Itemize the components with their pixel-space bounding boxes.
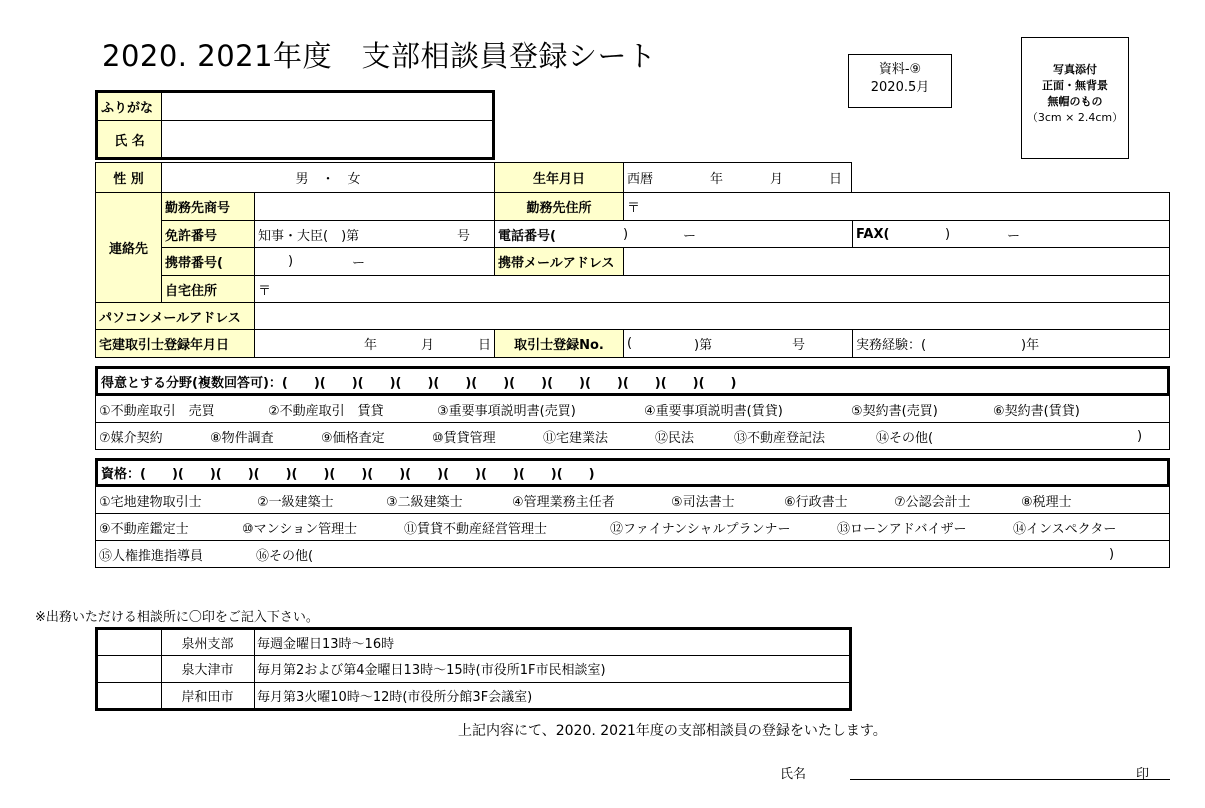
expertise-item[interactable]: ⑪宅建業法	[543, 430, 609, 446]
qualifications-row-1	[95, 486, 1170, 514]
contact-label: 連絡先	[95, 192, 162, 303]
mobile-paren: )	[288, 254, 294, 269]
qualifications-row-3	[95, 540, 1170, 568]
birth-year-unit: 年	[710, 172, 724, 187]
pc-email-label: パソコンメールアドレス	[95, 302, 255, 330]
reg-month-unit: 月	[421, 338, 435, 353]
expertise-item[interactable]: ⑩賃貸管理	[432, 430, 496, 446]
reference-label: 資料-⑨	[878, 62, 922, 77]
qualification-item[interactable]: ⑧税理士	[1021, 494, 1072, 510]
expertise-header-text: 得意とする分野(複数回答可)：( )( )( )( )( )( )( )( )( )( )( )( )	[101, 375, 737, 391]
fax-label: FAX(	[856, 226, 890, 242]
gender-label: 性 別	[95, 162, 162, 193]
company-name-label: 勤務先商号	[161, 192, 255, 221]
expertise-item[interactable]: ⑤契約書(売買)	[851, 403, 938, 419]
name-field[interactable]	[161, 120, 495, 160]
expertise-row-2	[95, 422, 1170, 450]
license-number-field[interactable]	[254, 220, 495, 248]
reg-no-field[interactable]	[623, 329, 853, 358]
office-name: 泉大津市	[161, 655, 255, 683]
office-mark-field[interactable]	[97, 655, 162, 683]
fax-field[interactable]	[852, 220, 1170, 248]
expertise-row-1	[95, 395, 1170, 423]
qualification-item[interactable]: ⑥行政書士	[784, 494, 848, 510]
expertise-item[interactable]: ②不動産取引 賃貸	[268, 403, 384, 419]
qualification-other-close: )	[1109, 546, 1115, 562]
office-mark-field[interactable]	[97, 629, 162, 656]
seal-label: 印	[1136, 767, 1150, 782]
phone-field[interactable]	[494, 220, 853, 248]
expertise-item[interactable]: ⑫民法	[655, 430, 695, 446]
qualification-item[interactable]: ⑪賃貸不動産経営管理士	[404, 521, 548, 537]
qualification-item[interactable]: ⑮人権推進指導員	[99, 548, 204, 564]
qualification-item[interactable]: ⑬ローンアドバイザー	[837, 521, 967, 537]
office-name: 泉州支部	[161, 629, 255, 656]
qualification-item[interactable]: ⑩マンション管理士	[242, 521, 358, 537]
reference-box	[848, 54, 952, 108]
qualification-item[interactable]: ⑤司法書士	[671, 494, 735, 510]
fax-paren: )	[945, 226, 951, 242]
qualification-item[interactable]: ⑦公認会計士	[894, 494, 971, 510]
expertise-item-other[interactable]: ⑭その他(	[876, 430, 934, 446]
birthdate-label: 生年月日	[494, 162, 624, 193]
reg-year-unit: 年	[364, 338, 378, 353]
qualifications-header[interactable]	[95, 458, 1170, 487]
signature-label: 氏名	[780, 767, 807, 782]
company-address-field[interactable]: 〒	[623, 192, 1170, 221]
mobile-field[interactable]	[254, 247, 495, 276]
office-note: ※出務いただける相談所に〇印をご記入下さい。	[35, 610, 319, 625]
reg-no-dai: )第	[694, 338, 713, 353]
license-value: 知事・大臣( )第	[258, 228, 360, 244]
qualification-item[interactable]: ④管理業務主任者	[512, 494, 615, 510]
birth-era: 西暦	[627, 172, 654, 187]
phone-dash: ー	[683, 228, 697, 244]
reg-date-label: 宅建取引士登録年月日	[95, 329, 255, 358]
reg-no-paren: (	[627, 336, 633, 351]
office-schedule: 毎週金曜日13時～16時	[254, 629, 849, 656]
reg-day-unit: 日	[478, 338, 492, 353]
expertise-item[interactable]: ⑧物件調査	[210, 430, 274, 446]
furigana-field[interactable]	[161, 90, 495, 121]
photo-note-1: 写真添付	[1053, 63, 1097, 76]
phone-label: 電話番号(	[498, 228, 556, 244]
mobile-email-label: 携帯メールアドレス	[494, 247, 624, 276]
phone-paren: )	[623, 226, 629, 242]
photo-box[interactable]	[1021, 37, 1129, 159]
photo-note-2: 正面・無背景	[1042, 79, 1108, 92]
signature-line[interactable]	[850, 779, 1170, 780]
reg-date-field[interactable]	[254, 329, 495, 358]
qualifications-row-2	[95, 513, 1170, 541]
qualification-item[interactable]: ③二級建築士	[386, 494, 463, 510]
expertise-item[interactable]: ①不動産取引 売買	[99, 403, 215, 419]
birth-month-unit: 月	[770, 172, 784, 187]
photo-size: （3cm × 2.4cm）	[1026, 111, 1124, 124]
home-address-field[interactable]: 〒	[254, 275, 1170, 303]
experience-label: 実務経験：(	[856, 338, 927, 353]
reg-no-label: 取引士登録No.	[494, 329, 624, 358]
experience-field[interactable]	[852, 329, 1170, 358]
company-name-field[interactable]	[254, 192, 495, 221]
office-schedule: 毎月第3火曜10時～12時(市役所分館3F会議室)	[257, 689, 533, 705]
qualification-item[interactable]: ⑭インスペクター	[1013, 521, 1117, 537]
qualification-item[interactable]: ⑨不動産鑑定士	[99, 521, 189, 537]
confirmation-text: 上記内容にて、2020. 2021年度の支部相談員の登録をいたします。	[458, 723, 887, 739]
expertise-item[interactable]: ⑬不動産登記法	[734, 430, 826, 446]
license-number-label: 免許番号	[161, 220, 255, 248]
pc-email-field[interactable]	[254, 302, 1170, 330]
expertise-item[interactable]: ⑨価格査定	[321, 430, 385, 446]
birthdate-field[interactable]	[623, 162, 852, 193]
fax-dash: ー	[1007, 228, 1021, 244]
mobile-label-text: 携帯番号(	[165, 256, 223, 271]
company-address-label: 勤務先住所	[494, 192, 624, 221]
mobile-label	[161, 247, 255, 276]
furigana-label: ふりがな	[95, 90, 162, 121]
office-mark-field[interactable]	[97, 682, 162, 708]
qualifications-header-text: 資格：( )( )( )( )( )( )( )( )( )( )( )( )	[101, 467, 595, 482]
experience-year: )年	[1021, 338, 1040, 353]
license-go: 号	[457, 228, 471, 244]
qualification-item-other[interactable]: ⑯その他(	[256, 548, 314, 564]
expertise-item[interactable]: ⑦媒介契約	[99, 430, 163, 446]
mobile-email-field[interactable]	[623, 247, 1170, 276]
gender-field[interactable]: 男 ・ 女	[161, 162, 495, 193]
reg-no-go: 号	[792, 338, 806, 353]
expertise-item[interactable]: ④重要事項説明書(賃貸)	[644, 403, 783, 419]
reference-date: 2020.5月	[870, 80, 930, 95]
expertise-item[interactable]: ③重要事項説明書(売買)	[437, 403, 576, 419]
qualification-item[interactable]: ②一級建築士	[257, 494, 334, 510]
expertise-header[interactable]	[95, 366, 1170, 396]
expertise-item[interactable]: ⑥契約書(賃貸)	[993, 403, 1080, 419]
office-name: 岸和田市	[161, 682, 255, 708]
expertise-other-close: )	[1137, 428, 1143, 444]
page-title: 2020. 2021年度 支部相談員登録シート	[102, 39, 657, 73]
office-schedule: 毎月第2および第4金曜日13時～15時(市役所1F市民相談室)	[254, 655, 849, 683]
photo-note-3: 無帽のもの	[1047, 95, 1103, 108]
qualification-item[interactable]: ①宅地建物取引士	[99, 494, 202, 510]
qualification-item[interactable]: ⑫ファイナンシャルプランナー	[610, 521, 791, 537]
mobile-dash: ー	[352, 256, 366, 271]
home-address-label: 自宅住所	[161, 275, 255, 303]
name-label: 氏 名	[95, 120, 162, 160]
birth-day-unit: 日	[829, 172, 843, 187]
